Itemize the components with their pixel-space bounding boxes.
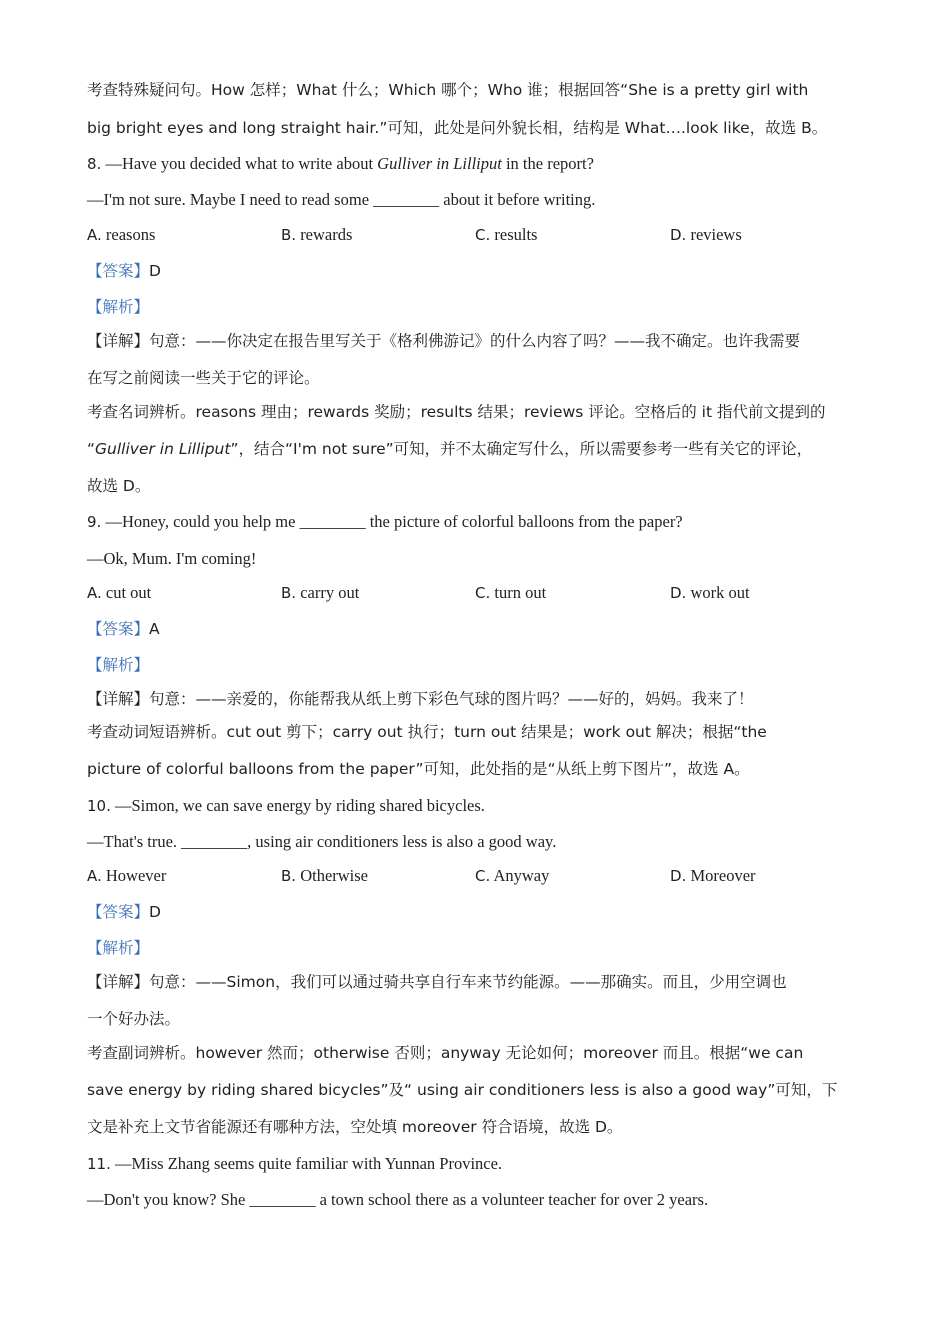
option-a: [87, 583, 151, 603]
question-11-stem: [87, 1154, 867, 1174]
option-letter: C.: [475, 226, 491, 244]
question-number: 9.: [87, 513, 102, 531]
answer-tag: 【答案】: [87, 620, 150, 638]
stem-text: in the report?: [501, 154, 594, 173]
detail-line: [87, 331, 867, 351]
answer-tag: 【答案】: [87, 262, 150, 280]
option-text: reasons: [101, 225, 156, 244]
analysis-line: [87, 297, 867, 317]
option-text: work out: [686, 583, 750, 602]
option-letter: D.: [670, 584, 687, 602]
option-letter: D.: [670, 226, 687, 244]
book-title: Gulliver in Lilliput: [95, 440, 231, 458]
option-text: Anyway: [490, 866, 550, 885]
option-text: However: [101, 866, 167, 885]
explanation-line: save energy by riding shared bicycles”及“ using air conditioners less is also a good way”可知，下: [87, 1081, 838, 1099]
explanation-line: 考查副词辨析。however 然而；otherwise 否则；anyway 无论如何；moreover 而且。根据“we can: [87, 1044, 804, 1062]
explanation-line: picture of colorful balloons from the paper”可知，此处指的是“从纸上剪下图片”，故选 A。: [87, 760, 750, 778]
stem-text: —Simon, we can save energy by riding shared bicycles.: [110, 796, 485, 815]
detail-line: [87, 689, 867, 709]
explanation-line: big bright eyes and long straight hair.”可知，此处是问外貌长相，结构是 What….look like，故选 B。: [87, 119, 828, 137]
answer-value: D: [149, 262, 161, 280]
question-number: 10.: [87, 797, 111, 815]
detail-tag: 【详解】: [87, 690, 150, 708]
detail-text: 句意：——你决定在报告里写关于《格利佛游记》的什么内容了吗？——我不确定。也许我需要: [149, 332, 801, 350]
detail-line: [87, 972, 867, 992]
question-8-stem: [87, 154, 867, 174]
option-c: [475, 583, 546, 603]
analysis-tag: 【解析】: [87, 656, 150, 674]
detail-text: 句意：——Simon，我们可以通过骑共享自行车来节约能源。——那确实。而且，少用空调也: [149, 973, 787, 991]
option-b: [281, 583, 359, 603]
detail-tag: 【详解】: [87, 332, 150, 350]
question-number: 8.: [87, 155, 102, 173]
question-10-reply: —That's true. ________, using air conditioners less is also a good way.: [87, 832, 557, 851]
explanation-line: 考查动词短语辨析。cut out 剪下；carry out 执行；turn out 结果是；work out 解决；根据“the: [87, 723, 767, 741]
option-b: [281, 225, 352, 245]
option-a: [87, 225, 155, 245]
answer-value: D: [149, 903, 161, 921]
explanation-line: 考查特殊疑问句。How 怎样；What 什么；Which 哪个；Who 谁；根据回答“She is a pretty girl with: [87, 81, 809, 99]
explanation-line: [87, 439, 867, 459]
book-title: Gulliver in Lilliput: [377, 154, 502, 173]
option-letter: D.: [670, 867, 687, 885]
explanation-line: 文是补充上文节省能源还有哪种方法，空处填 moreover 符合语境，故选 D。: [87, 1118, 623, 1136]
option-letter: B.: [281, 584, 297, 602]
explanation-text: ”，结合“I'm not sure”可知，并不太确定写什么，所以需要参考一些有关它的评论，: [230, 440, 813, 458]
explanation-line: 考查名词辨析。reasons 理由；rewards 奖励；results 结果；reviews 评论。空格后的 it 指代前文提到的: [87, 403, 826, 421]
option-c: [475, 225, 537, 245]
detail-line: 一个好办法。: [87, 1010, 181, 1028]
question-11-reply: —Don't you know? She ________ a town school there as a volunteer teacher for over 2 years.: [87, 1190, 709, 1209]
option-letter: C.: [475, 584, 491, 602]
option-text: carry out: [296, 583, 360, 602]
question-9-reply: —Ok, Mum. I'm coming!: [87, 549, 257, 568]
option-text: results: [490, 225, 538, 244]
question-9-stem: [87, 512, 867, 532]
option-letter: A.: [87, 867, 102, 885]
option-text: turn out: [490, 583, 547, 602]
stem-text: —Have you decided what to write about: [101, 154, 378, 173]
answer-line: [87, 902, 867, 922]
option-a: [87, 866, 166, 886]
detail-text: 句意：——亲爱的，你能帮我从纸上剪下彩色气球的图片吗？——好的，妈妈。我来了！: [149, 690, 754, 708]
detail-tag: 【详解】: [87, 973, 150, 991]
answer-value: A: [149, 620, 160, 638]
answer-line: [87, 261, 867, 281]
option-text: rewards: [296, 225, 353, 244]
question-10-stem: [87, 796, 867, 816]
quote-mark: “: [87, 440, 96, 458]
explanation-line: 故选 D。: [87, 477, 151, 495]
stem-text: —Miss Zhang seems quite familiar with Yunnan Province.: [110, 1154, 503, 1173]
option-letter: A.: [87, 226, 102, 244]
analysis-tag: 【解析】: [87, 298, 150, 316]
analysis-line: [87, 938, 867, 958]
option-d: [670, 866, 756, 886]
stem-text: —Honey, could you help me ________ the picture of colorful balloons from the paper?: [101, 512, 683, 531]
option-letter: A.: [87, 584, 102, 602]
analysis-tag: 【解析】: [87, 939, 150, 957]
option-b: [281, 866, 368, 886]
option-d: [670, 225, 742, 245]
option-letter: B.: [281, 226, 297, 244]
option-text: cut out: [101, 583, 152, 602]
analysis-line: [87, 655, 867, 675]
option-d: [670, 583, 750, 603]
answer-tag: 【答案】: [87, 903, 150, 921]
option-text: reviews: [686, 225, 742, 244]
option-letter: C.: [475, 867, 491, 885]
answer-line: [87, 619, 867, 639]
option-letter: B.: [281, 867, 297, 885]
question-8-reply: —I'm not sure. Maybe I need to read some ________ about it before writing.: [87, 190, 596, 209]
option-c: [475, 866, 549, 886]
question-number: 11.: [87, 1155, 111, 1173]
detail-line: 在写之前阅读一些关于它的评论。: [87, 369, 320, 387]
option-text: Moreover: [686, 866, 756, 885]
option-text: Otherwise: [296, 866, 369, 885]
